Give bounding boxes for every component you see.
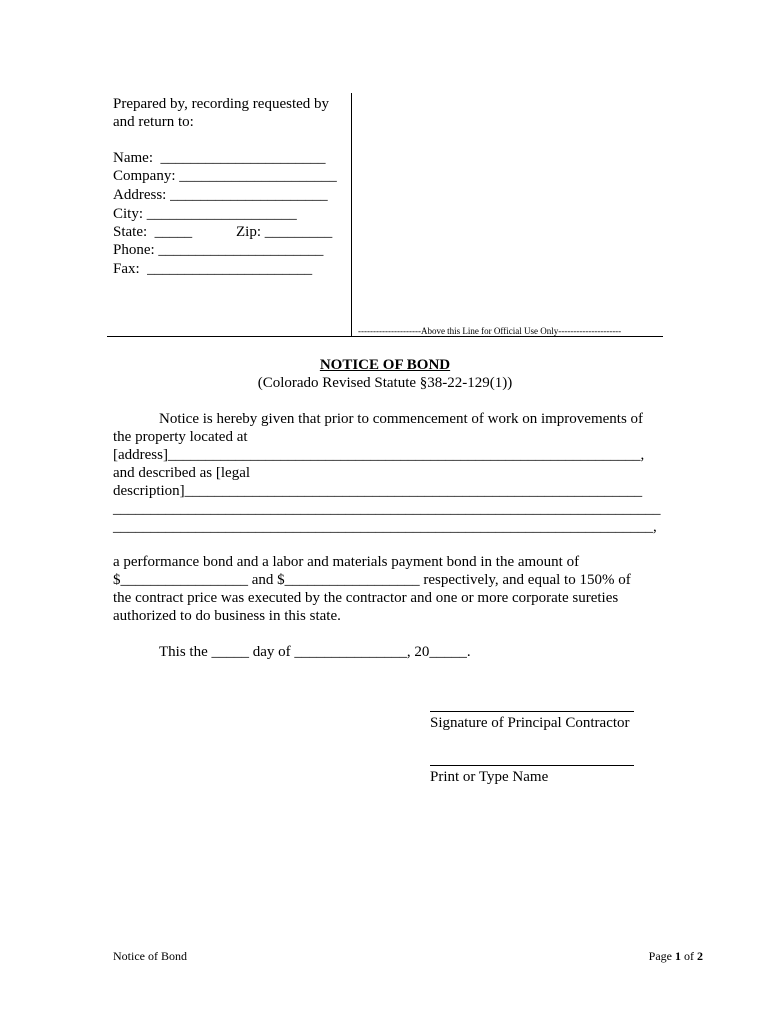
header-horizontal-divider xyxy=(107,336,663,337)
page-prefix: Page xyxy=(648,949,675,963)
document-subtitle: (Colorado Revised Statute §38-22-129(1)) xyxy=(257,375,513,391)
fax-field: Fax: ______________________ xyxy=(113,261,313,277)
city-field: City: ____________________ xyxy=(113,206,297,222)
footer-page-number xyxy=(649,949,703,963)
contractor-signature-line xyxy=(430,711,634,712)
official-use-notice: ---------------------Above this Line for Official Use Only--------------------- xyxy=(358,326,622,336)
print-name-label: Print or Type Name xyxy=(430,769,549,785)
contractor-signature-label: Signature of Principal Contractor xyxy=(430,715,630,731)
body-para1-line4: and described as [legal xyxy=(113,465,251,481)
body-para1-line7: ________________________________________________________________________, xyxy=(113,519,657,535)
body-para1-line3: [address]_______________________________________________________________, xyxy=(113,447,645,463)
zip-field: Zip: _________ xyxy=(236,224,333,240)
body-para1-line5: description]_____________________________________________________________ xyxy=(113,483,643,499)
page-of: of xyxy=(681,949,697,963)
body-para2-line4: authorized to do business in this state. xyxy=(113,608,341,624)
body-para2-line3: the contract price was executed by the contractor and one or more corporate sureties xyxy=(113,590,619,606)
state-field: State: _____ xyxy=(113,224,193,240)
phone-field: Phone: ______________________ xyxy=(113,242,324,258)
name-field: Name: ______________________ xyxy=(113,150,326,166)
company-field: Company: _____________________ xyxy=(113,168,337,184)
body-para1-line6: _________________________________________________________________________ xyxy=(113,501,661,517)
print-name-line xyxy=(430,765,634,766)
document-title: NOTICE OF BOND xyxy=(319,357,451,373)
address-field: Address: _____________________ xyxy=(113,187,328,203)
footer-document-name: Notice of Bond xyxy=(113,949,187,963)
body-para1-line1: Notice is hereby given that prior to commencement of work on improvements of xyxy=(159,411,644,427)
body-para1-line2: the property located at xyxy=(113,429,248,445)
prepared-by-line2: and return to: xyxy=(113,114,194,130)
prepared-by-line1: Prepared by, recording requested by xyxy=(113,96,330,112)
body-para2-line1: a performance bond and a labor and materials payment bond in the amount of xyxy=(113,554,580,570)
body-para2-line2: $_________________ and $__________________ respectively, and equal to 150% of xyxy=(113,572,631,588)
date-line: This the _____ day of _______________, 20_____. xyxy=(159,644,471,660)
page-current: 1 xyxy=(675,949,681,963)
header-vertical-divider xyxy=(351,93,352,337)
page-total: 2 xyxy=(697,949,703,963)
